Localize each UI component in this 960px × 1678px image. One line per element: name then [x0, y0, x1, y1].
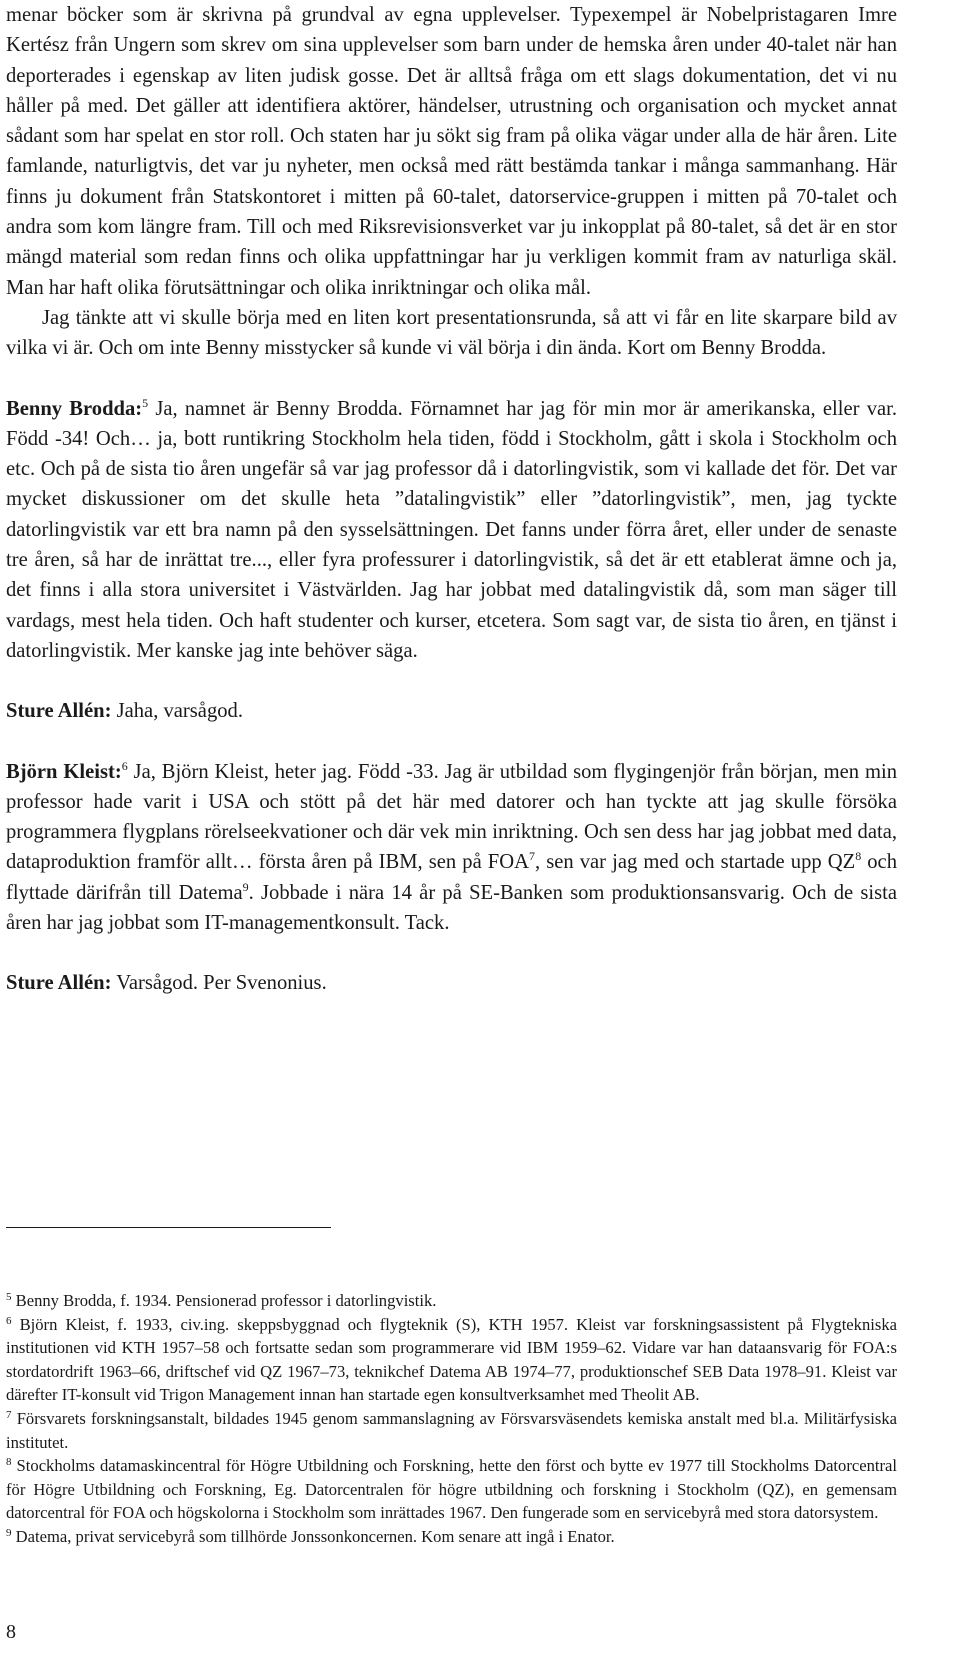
footnote-number: 9	[6, 1526, 12, 1539]
footnote-ref: 8	[855, 849, 862, 864]
footnote-number: 8	[6, 1456, 12, 1469]
footnote-ref: 7	[529, 849, 535, 864]
speaker-name: Björn Kleist:	[6, 760, 122, 783]
speech-text: , sen var jag med och startade upp QZ	[535, 851, 856, 874]
paragraph-presentation: Jag tänkte att vi skulle börja med en liten kort presentationsrunda, så att vi får en lite skarpare bild av vilka vi är. Och om inte Benny misstycker så kunde vi väl börja i din ända. Kort om Benny Brodda.	[6, 306, 897, 360]
speaker-name: Sture Allén:	[6, 972, 112, 995]
footnote-ref: 9	[242, 879, 249, 894]
paragraph-sture-allen-2	[6, 968, 897, 998]
speech-text: och flyttade därifrån till Datema	[6, 851, 897, 904]
speaker-name: Sture Allén:	[6, 700, 112, 723]
paragraph-sture-allen-1	[6, 696, 897, 726]
footnote-text: Björn Kleist, f. 1933, civ.ing. skeppsbyggnad och flygteknik (S), KTH 1957. Kleist var forskningsassistent på Flygtekniska institutionen vid KTH 1957–58 och fortsatte sedan som programmerare vid IBM 1959–62. Vidare var han dataansvarig för FOA:s stordatordrift 1963–66, driftschef vid QZ 1967–73, teknikchef Datema AB 1974–77, produktionschef SEB Data 1978–91. Kleist var därefter IT-konsult vid Trigon Management innan han startade egen konsultverksamhet med Theolit AB.	[6, 1314, 897, 1405]
speaker-name: Benny Brodda:	[6, 397, 143, 420]
footnote	[6, 1313, 897, 1407]
speech-text: Ja, Björn Kleist, heter jag. Född -33. Jag är utbildad som flygingenjör från början, men min professor hade varit i USA och stött på det här med datorer och han tyckte att jag skulle försöka programmera flygplans rörelseekvationer och där vek min inriktning. Och sen dess har jag jobbat med data, dataproduktion framför allt… första åren på IBM, sen på FOA	[6, 760, 897, 874]
footnote-number: 6	[6, 1314, 12, 1327]
footnote	[6, 1525, 897, 1549]
paragraph-benny-brodda	[6, 394, 897, 667]
footnote-ref: 6	[121, 758, 128, 773]
footnote-number: 5	[6, 1291, 12, 1303]
footnote-text: Datema, privat servicebyrå som tillhörde Jonssonkoncernen. Kom senare att ingå i Enator.	[11, 1526, 615, 1546]
page-number: 8	[6, 1621, 16, 1643]
footnote-number: 7	[6, 1408, 12, 1421]
paragraph-intro: menar böcker som är skrivna på grundval av egna upplevelser. Typexempel är Nobelpristagaren Imre Kertész från Ungern som skrev om sina upplevelser som barn under de hemska åren under 40-talet när han deporterades i egenskap av liten judisk gosse. Det är alltså fråga om ett slags dokumentation, det vi nu håller på med. Det gäller att identifiera aktörer, händelser, utrustning och organisation och mycket annat sådant som har spelat en stor roll. Och staten har ju sökt sig fram på olika vägar under alla de här åren. Lite famlande, naturligtvis, det var ju nyheter, men också med rätt bestämda tankar i många sammanhang. Här finns ju dokument från Statskontoret i mitten på 60-talet, datorservice-gruppen i mitten på 70-talet och andra som kom längre fram. Till och med Riksrevisionsverket var ju inkopplat på 80-talet, så det är en stor mängd material som redan finns och olika uppfattningar har ju verkligen kommit fram av naturliga skäl. Man har haft olika förutsättningar och olika inriktningar och olika mål.	[6, 4, 897, 299]
footnote	[6, 1289, 897, 1313]
footnote-separator	[6, 1227, 331, 1228]
footnote-text: Försvarets forskningsanstalt, bildades 1945 genom sammanslagning av Försvarsväsendets kemiska anstalt med bl.a. Militärfysiska institutet.	[6, 1408, 897, 1452]
footnotes	[6, 1289, 897, 1549]
paragraph-bjorn-kleist	[6, 757, 897, 939]
speech-text: Jaha, varsågod.	[111, 700, 243, 723]
footnote	[6, 1407, 897, 1454]
footnote-text: Stockholms datamaskincentral för Högre Utbildning och Forskning, hette den först och bytte ev 1977 till Stockholms Datorcentral för Högre Utbildning och Forskning, Eg. Datorcentralen för högre utbildning och forskning i Stockholm (QZ), en gemensam datorcentral för FOA och högskolorna i Stockholm som inrättades 1967. Den fungerade som en servicebyrå med stora datorsystem.	[6, 1456, 897, 1523]
speech-text: . Jobbade i nära 14 år på SE-Banken som produktionsansvarig. Och de sista åren har jag jobbat som IT-managementkonsult. Tack.	[6, 881, 897, 935]
speech-text: Ja, namnet är Benny Brodda. Förnamnet har jag för min mor är amerikanska, eller var. Född -34! Och… ja, bott runtikring Stockholm hela tiden, född i Stockholm, gått i skola i Stockholm och etc. Och på de sista tio åren ungefär så var jag professor då i datorlingvistik, som vi kallade det för. Det var mycket diskussioner om det skulle heta ”datalingvistik” eller ”datorlingvistik”, men, jag tyckte datorlingvistik var ett bra namn på den sysselsättningen. Det fanns under förra året, eller under de senaste tre åren, så har de inrättat tre..., eller fyra professurer i datorlingvistik, så det är ett etablerat ämne och ja, det finns i alla stora universitet i Västvärlden. Jag har jobbat med datalingvistik då, som man säger till vardags, mest hela tiden. Och haft studenter och kurser, etcetera. Som sagt var, de sista tio åren, en tjänst i datorlingvistik. Mer kanske jag inte behöver säga.	[6, 397, 897, 662]
document-page	[6, 0, 897, 1546]
footnote-text: Benny Brodda, f. 1934. Pensionerad professor i datorlingvistik.	[11, 1291, 437, 1310]
body-text	[6, 0, 897, 999]
footnote	[6, 1454, 897, 1525]
speech-text: Varsågod. Per Svenonius.	[111, 972, 327, 995]
footnote-ref: 5	[142, 395, 149, 410]
